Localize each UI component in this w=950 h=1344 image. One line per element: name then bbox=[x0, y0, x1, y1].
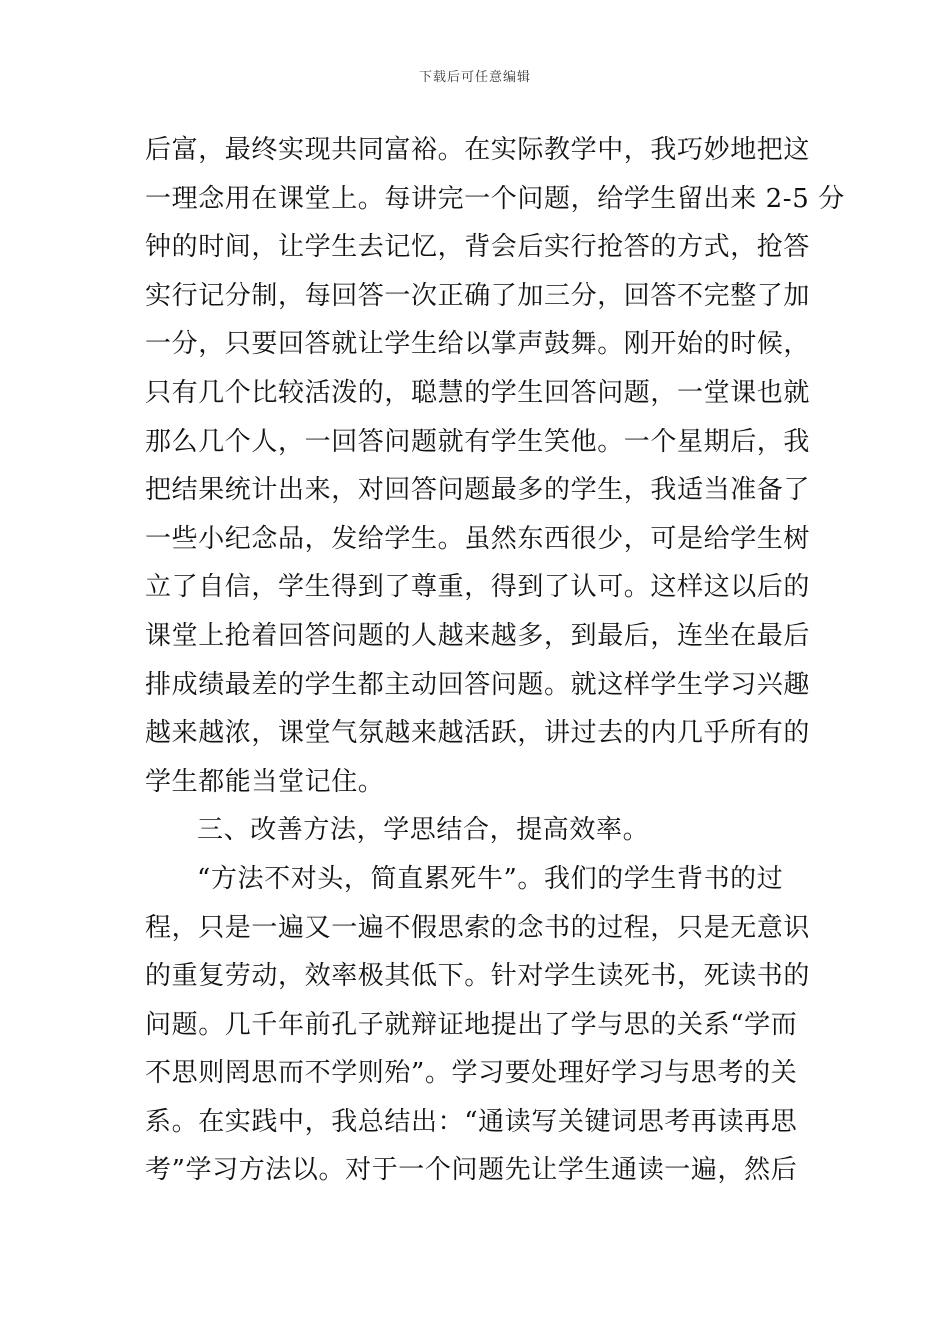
text-line: 钟的时间，让学生去记忆，背会后实行抢答的方式，抢答 bbox=[145, 232, 811, 263]
text-line: 学生都能当堂记住。 bbox=[145, 766, 385, 797]
text-line: 考”学习方法以。对于一个问题先让学生通读一遍，然后 bbox=[145, 1155, 798, 1186]
text-line: 实行记分制，每回答一次正确了加三分，回答不完整了加 bbox=[145, 280, 811, 311]
text-line: 课堂上抢着回答问题的人越来越多，到最后，连坐在最后 bbox=[145, 620, 811, 651]
text-line: 问题。几千年前孔子就辩证地提出了学与思的关系“学而 bbox=[145, 1009, 798, 1040]
text-line: 一分，只要回答就让学生给以掌声鼓舞。刚开始的时候， bbox=[145, 329, 811, 360]
text-line: 系。在实践中，我总结出：“通读写关键词思考再读再思 bbox=[145, 1106, 798, 1137]
text-line: 后富，最终实现共同富裕。在实际教学中，我巧妙地把这 bbox=[145, 135, 811, 165]
text-line: “方法不对头，简直累死牛”。我们的学生背书的过 bbox=[197, 863, 784, 894]
text-line: 把结果统计出来，对回答问题最多的学生，我适当准备了 bbox=[145, 475, 811, 506]
page-header: 下载后可任意编辑 bbox=[418, 70, 531, 85]
text-line: 程，只是一遍又一遍不假思索的念书的过程，只是无意识 bbox=[145, 912, 811, 943]
document-body bbox=[145, 126, 845, 1195]
text-line: 越来越浓，课堂气氛越来越活跃，讲过去的内几乎所有的 bbox=[145, 718, 811, 749]
text-line: 不思则罔思而不学则殆”。学习要处理好学习与思考的关 bbox=[145, 1058, 798, 1089]
text-line: 那么几个人，一回答问题就有学生笑他。一个星期后，我 bbox=[145, 426, 811, 457]
text-line: 的重复劳动，效率极其低下。针对学生读死书，死读书的 bbox=[145, 961, 811, 992]
text-line: 只有几个比较活泼的，聪慧的学生回答问题，一堂课也就 bbox=[145, 377, 811, 408]
text-line: 一些小纪念品，发给学生。虽然东西很少，可是给学生树 bbox=[145, 523, 811, 554]
text-line: 一理念用在课堂上。每讲完一个问题，给学生留出来 2-5 分 bbox=[145, 183, 845, 214]
text-line: 排成绩最差的学生都主动回答问题。就这样学生学习兴趣 bbox=[145, 669, 811, 700]
text-line: 三、改善方法，学思结合，提高效率。 bbox=[197, 815, 650, 846]
text-line: 立了自信，学生得到了尊重，得到了认可。这样这以后的 bbox=[145, 572, 811, 603]
